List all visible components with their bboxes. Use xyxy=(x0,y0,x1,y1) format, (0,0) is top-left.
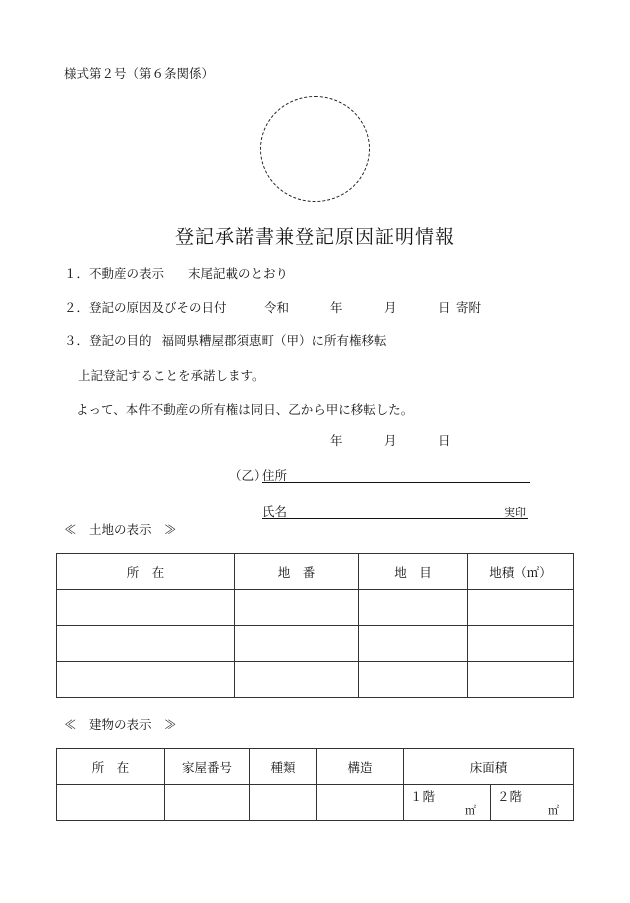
building-cell[interactable] xyxy=(317,785,404,821)
land-cell[interactable] xyxy=(57,662,235,698)
date-month: 月 xyxy=(384,433,397,448)
table-row xyxy=(57,590,574,626)
item-3-number: ３． xyxy=(64,333,90,348)
land-col-area: 地積（㎡） xyxy=(468,554,574,590)
land-col-location: 所 在 xyxy=(57,554,235,590)
item-1-label: 不動産の表示 xyxy=(89,266,165,281)
item-2 xyxy=(64,298,227,316)
land-cell[interactable] xyxy=(235,626,359,662)
building-cell[interactable] xyxy=(250,785,317,821)
item-3 xyxy=(64,331,387,349)
building-col-type: 種類 xyxy=(250,749,317,785)
building-table xyxy=(56,748,574,821)
item-2-month: 月 xyxy=(384,300,397,315)
building-table-header xyxy=(57,749,574,785)
land-section-heading: ≪ 土地の表示 ≫ xyxy=(64,522,177,537)
floor-2-label: ２階 xyxy=(497,789,523,804)
land-cell[interactable] xyxy=(468,590,574,626)
land-table xyxy=(56,553,574,698)
land-table-header xyxy=(57,554,574,590)
floor-2-unit: ㎡ xyxy=(548,804,559,817)
land-cell[interactable] xyxy=(235,662,359,698)
name-label: 氏名 xyxy=(262,504,288,519)
floor-1-unit: ㎡ xyxy=(465,804,476,817)
name-line xyxy=(262,502,528,519)
floor-2-cell[interactable] xyxy=(491,785,574,821)
document-title: 登記承諾書兼登記原因証明情報 xyxy=(174,226,455,248)
form-number: 様式第２号（第６条関係） xyxy=(64,66,215,81)
item-1-value: 末尾記載のとおり xyxy=(188,266,289,281)
land-cell[interactable] xyxy=(359,626,468,662)
address-line xyxy=(262,466,530,483)
address-label: 住所 xyxy=(262,468,288,483)
land-col-lot-number: 地 番 xyxy=(235,554,359,590)
land-cell[interactable] xyxy=(468,626,574,662)
building-col-house-number: 家屋番号 xyxy=(165,749,250,785)
item-2-year: 年 xyxy=(330,300,343,315)
item-3-label: 登記の目的 xyxy=(89,333,152,348)
land-cell[interactable] xyxy=(468,662,574,698)
building-cell[interactable] xyxy=(57,785,165,821)
item-2-day: 日 xyxy=(438,300,451,315)
land-cell[interactable] xyxy=(57,626,235,662)
seal-placeholder-circle xyxy=(260,96,370,202)
land-col-category: 地 目 xyxy=(359,554,468,590)
table-row xyxy=(57,785,574,821)
item-1 xyxy=(64,264,288,282)
party-label: （乙） xyxy=(229,468,267,483)
land-cell[interactable] xyxy=(57,590,235,626)
land-cell[interactable] xyxy=(235,590,359,626)
building-col-floor-area: 床面積 xyxy=(404,749,574,785)
item-2-era: 令和 xyxy=(264,300,290,315)
building-col-structure: 構造 xyxy=(317,749,404,785)
item-3-value: 福岡県糟屋郡須恵町（甲）に所有権移転 xyxy=(161,333,387,348)
land-cell[interactable] xyxy=(359,662,468,698)
seal-label: 実印 xyxy=(504,506,526,519)
consent-text: 上記登記することを承諾します。 xyxy=(78,368,265,383)
floor-1-cell[interactable] xyxy=(404,785,491,821)
table-row xyxy=(57,662,574,698)
item-2-number: ２． xyxy=(64,300,90,315)
building-col-location: 所 在 xyxy=(57,749,165,785)
item-2-label: 登記の原因及びその日付 xyxy=(89,300,227,315)
building-cell[interactable] xyxy=(165,785,250,821)
date-year: 年 xyxy=(330,433,343,448)
transfer-text: よって、本件不動産の所有権は同日、乙から甲に移転した。 xyxy=(76,402,414,417)
table-row xyxy=(57,626,574,662)
item-1-number: １． xyxy=(64,266,90,281)
item-2-cause: 寄附 xyxy=(456,300,482,315)
floor-1-label: １階 xyxy=(410,789,436,804)
building-section-heading: ≪ 建物の表示 ≫ xyxy=(64,717,177,732)
land-cell[interactable] xyxy=(359,590,468,626)
date-day: 日 xyxy=(438,433,451,448)
